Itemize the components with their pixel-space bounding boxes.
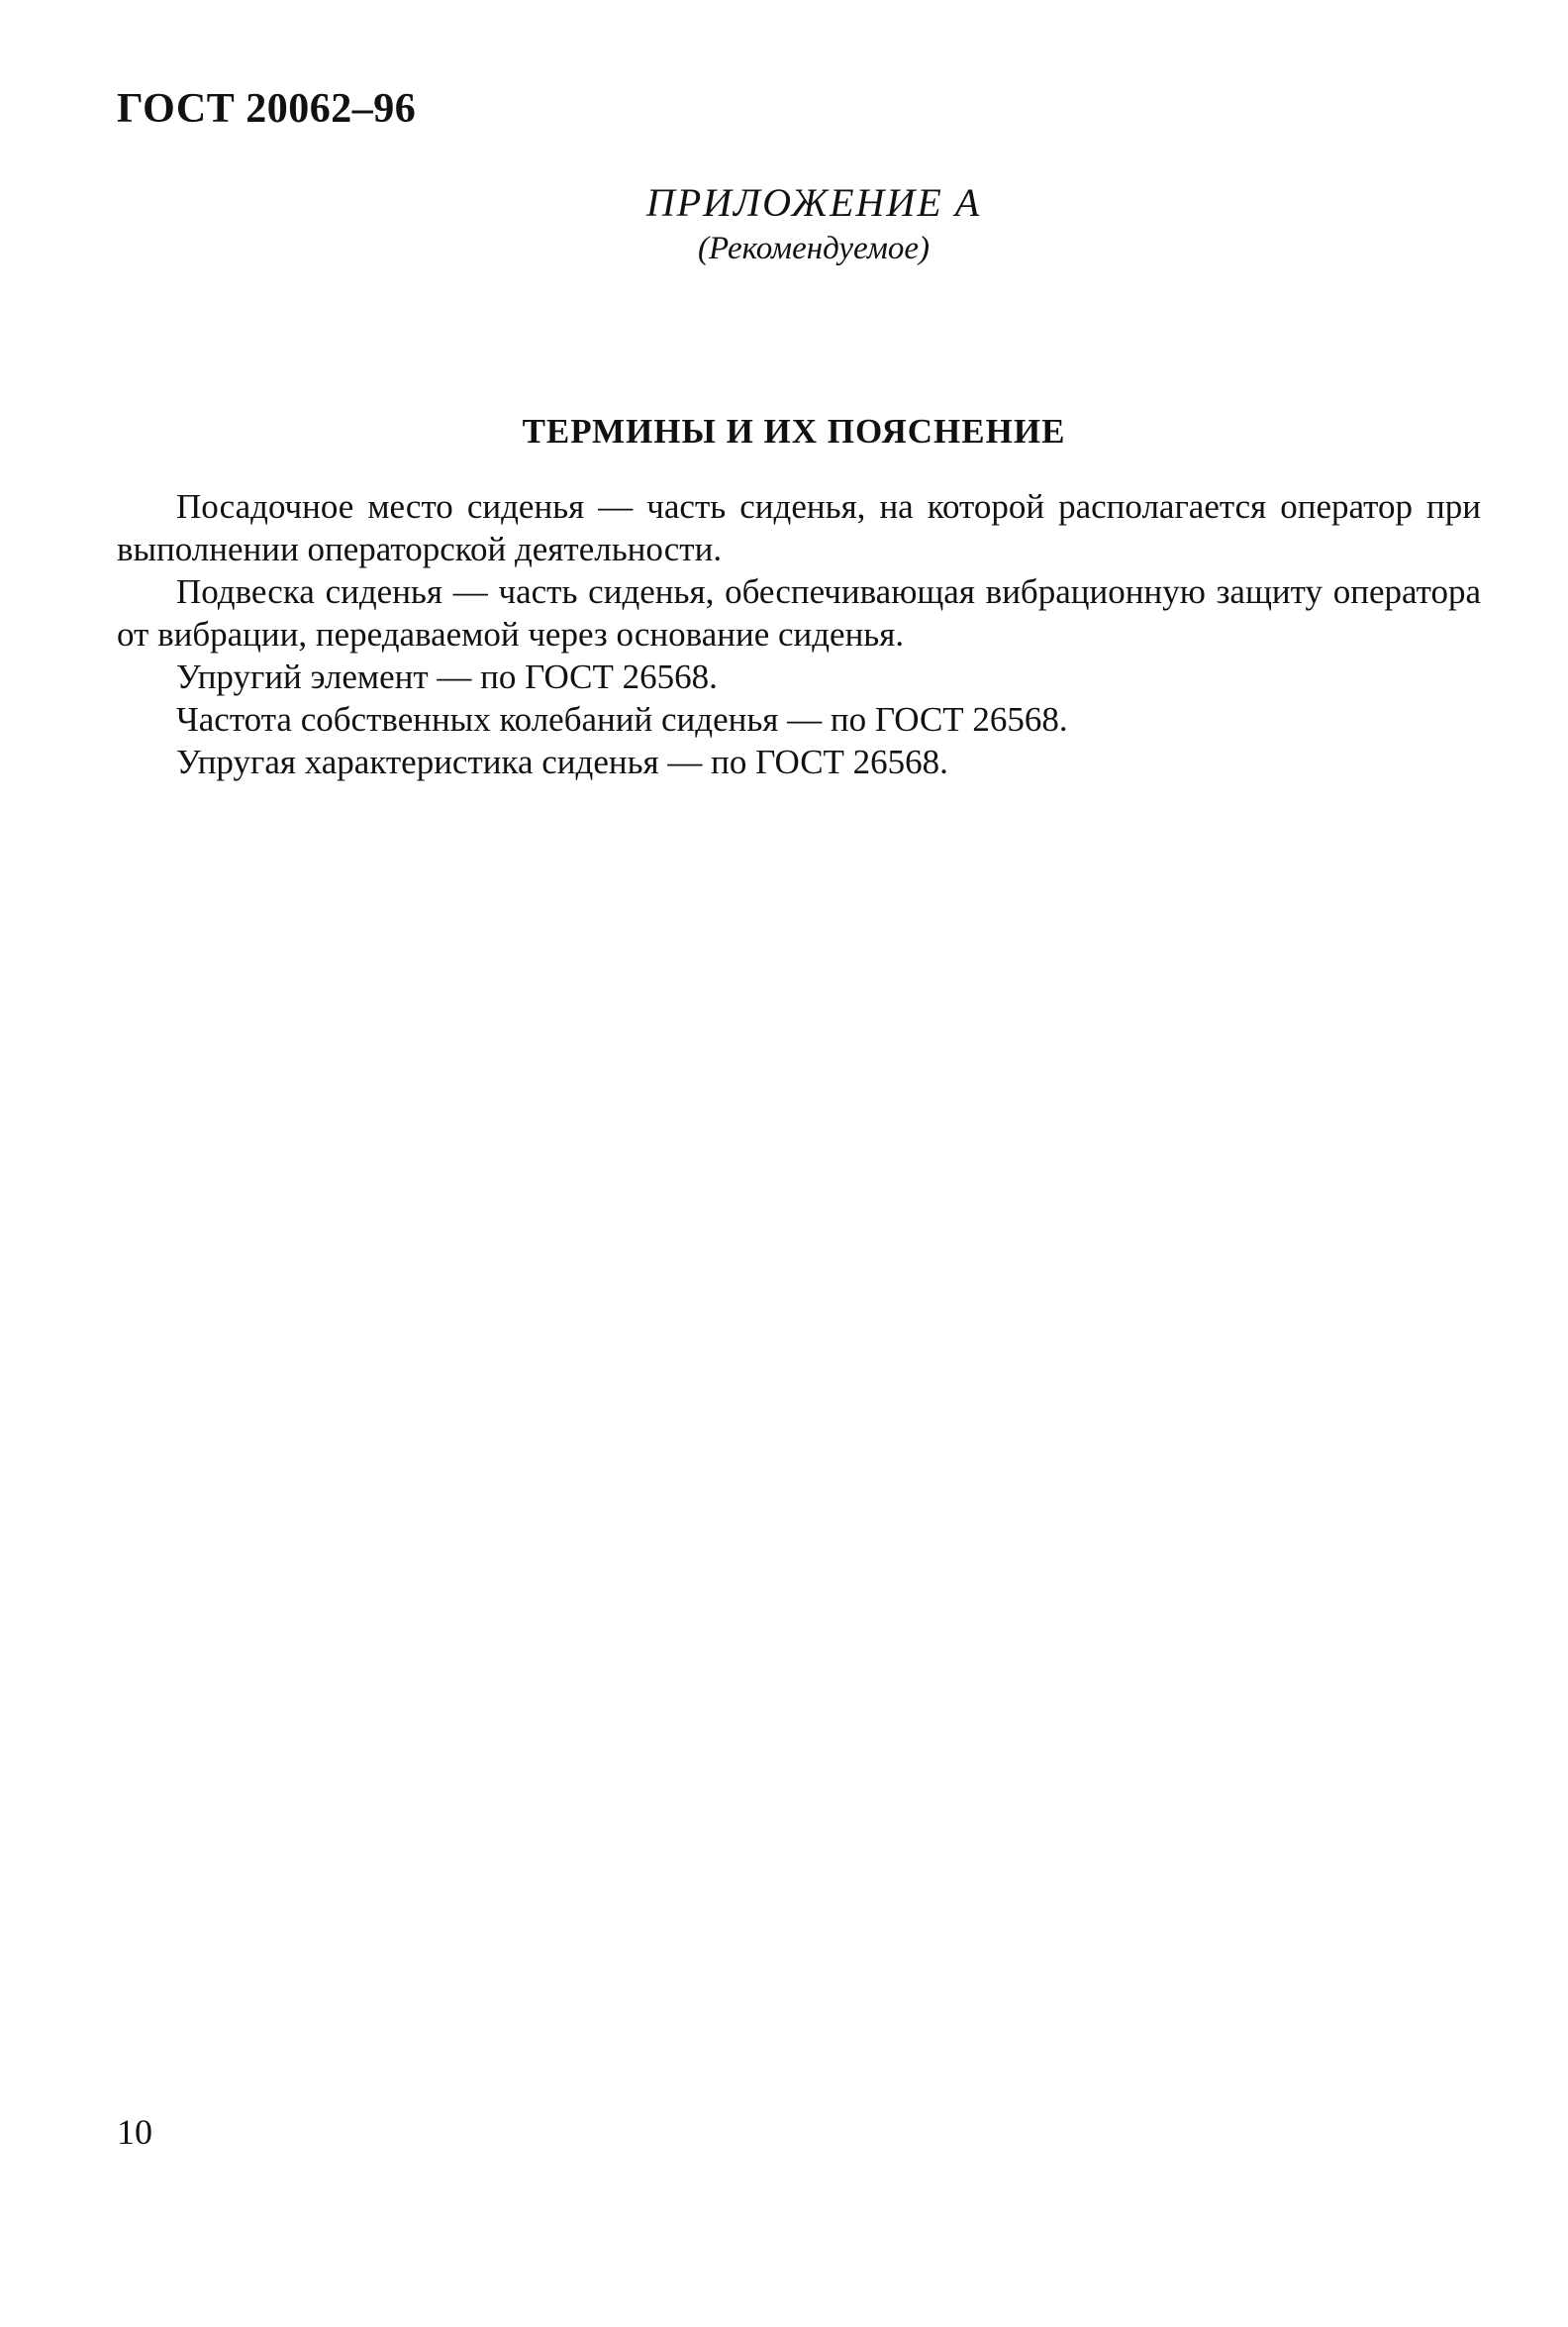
terms-body	[117, 485, 1481, 783]
term-paragraph: Посадочное место сиденья — часть сиденья, на которой располагается оператор при выполнении операторской деятельности.	[117, 487, 1481, 568]
appendix-heading	[0, 180, 1568, 271]
appendix-title: ПРИЛОЖЕНИЕ А	[645, 180, 982, 225]
term-paragraph: Частота собственных колебаний сиденья — по ГОСТ 26568.	[176, 700, 1068, 739]
page-number: 10	[117, 2112, 152, 2152]
appendix-subtitle: (Рекомендуемое)	[697, 231, 931, 266]
term-paragraph: Упругая характеристика сиденья — по ГОСТ 26568.	[176, 743, 948, 781]
term-paragraph: Упругий элемент — по ГОСТ 26568.	[176, 658, 718, 696]
section-title: ТЕРМИНЫ И ИХ ПОЯСНЕНИЕ	[522, 412, 1066, 451]
document-header: ГОСТ 20062–96	[117, 86, 417, 132]
term-paragraph: Подвеска сиденья — часть сиденья, обеспечивающая вибрационную защиту оператора от вибрации, передаваемой через основание сиденья.	[117, 572, 1481, 654]
